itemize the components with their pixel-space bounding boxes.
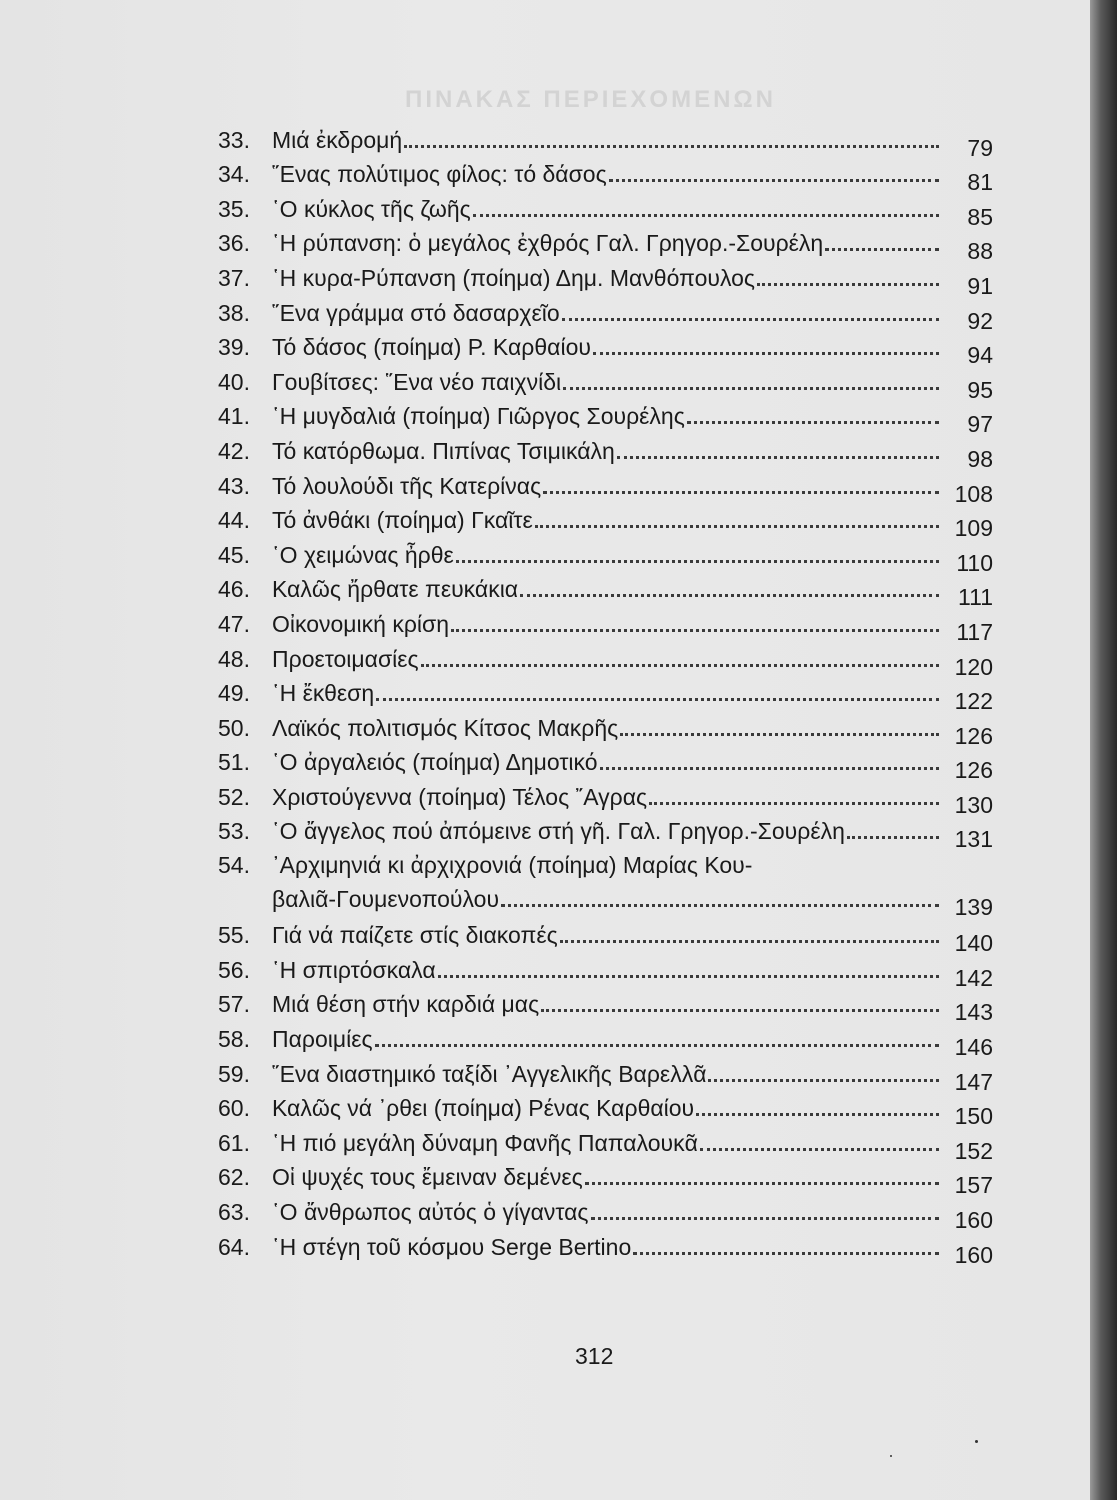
entry-number: 42. — [218, 437, 250, 464]
ink-speck — [890, 1455, 892, 1457]
entry-number: 63. — [218, 1199, 250, 1225]
entry-page: 95 — [967, 376, 993, 403]
entry-page: 142 — [954, 964, 993, 991]
entry-number: 35. — [218, 195, 250, 222]
entry-title: Λαϊκός πολιτισμός Κίτσος Μακρῆς — [272, 714, 619, 741]
entry-number: 34. — [218, 161, 250, 188]
entry-number: 48. — [218, 645, 250, 672]
dot-leader — [591, 1207, 939, 1220]
entry-title: ῾Η ἔκθεση — [272, 680, 375, 707]
entry-page: 131 — [954, 826, 993, 853]
toc-entry — [218, 1087, 993, 1130]
entry-title: ῾Ο ἄγγελος πού ἀπόμεινε στή γῆ. Γαλ. Γρηγορ.-Σουρέλη — [272, 818, 845, 845]
entry-title: Προετοιμασίες — [272, 645, 419, 672]
dot-leader — [438, 965, 939, 978]
dot-leader — [633, 1242, 939, 1255]
entry-page: 117 — [956, 618, 993, 645]
entry-page: 126 — [954, 722, 993, 749]
entry-title: Τό δάσος (ποίημα) Ρ. Καρθαίου — [272, 334, 591, 361]
dot-leader — [708, 1069, 939, 1082]
entry-number: 44. — [218, 507, 250, 534]
entry-number: 60. — [218, 1095, 250, 1122]
toc-entry — [218, 844, 993, 921]
dot-leader — [825, 238, 939, 251]
entry-page: 150 — [954, 1103, 993, 1130]
entry-title: ῞Ενα γράμμα στό δασαρχεῖο — [272, 299, 560, 326]
entry-number: 49. — [218, 680, 250, 707]
entry-number: 39. — [218, 334, 250, 361]
entry-number: 57. — [218, 991, 250, 1018]
dot-leader — [535, 515, 939, 528]
entry-title: ῾Ο ἄνθρωπος αὐτός ὁ γίγαντας — [272, 1199, 589, 1225]
entry-page: 110 — [956, 549, 993, 576]
dot-leader — [543, 481, 939, 494]
toc-entry — [218, 256, 993, 299]
dot-leader — [620, 723, 939, 736]
entry-title: Γιά νά παίζετε στίς διακοπές — [272, 922, 558, 949]
entry-title: Μιά ἐκδρομή — [272, 126, 403, 153]
entry-number: 40. — [218, 368, 250, 395]
toc-entry — [218, 602, 993, 645]
dot-leader — [562, 308, 939, 321]
entry-title: ῞Ενας πολύτιμος φίλος: τό δάσος — [272, 161, 607, 188]
entry-page: 81 — [967, 169, 993, 196]
entry-title: ῾Ο χειμώνας ἦρθε — [272, 541, 454, 568]
entry-page: 146 — [954, 1034, 993, 1061]
toc-entry — [218, 810, 993, 853]
entry-number: 33. — [218, 126, 250, 153]
toc-entry — [218, 533, 993, 576]
dot-leader — [600, 757, 939, 770]
toc-entry — [218, 1190, 993, 1233]
toc-entry — [218, 948, 993, 991]
dot-leader — [585, 1172, 939, 1185]
toc-entry — [218, 153, 993, 196]
entry-number: 46. — [218, 576, 250, 603]
toc-entry — [218, 914, 993, 957]
dot-leader — [560, 930, 939, 943]
entry-number: 54. — [218, 852, 250, 879]
entry-number: 62. — [218, 1164, 250, 1191]
dot-leader — [520, 584, 939, 597]
entry-title: ῾Η μυγδαλιά (ποίημα) Γιῶργος Σουρέλης — [272, 403, 685, 430]
entry-page: 160 — [954, 1207, 993, 1233]
dot-leader — [375, 1034, 939, 1047]
entry-number: 58. — [218, 1026, 250, 1053]
entry-page: 91 — [967, 272, 993, 299]
toc-entry — [218, 568, 993, 611]
toc-entry — [218, 464, 993, 507]
dot-leader — [696, 1103, 939, 1116]
entry-number: 50. — [218, 714, 250, 741]
dot-leader — [609, 169, 939, 182]
entry-title: ῾Ο κύκλος τῆς ζωῆς — [272, 195, 471, 222]
entry-page: 120 — [954, 653, 993, 680]
entry-number: 45. — [218, 541, 250, 568]
entry-number: 53. — [218, 818, 250, 845]
toc-entry — [218, 1121, 993, 1164]
entry-page: 152 — [954, 1137, 993, 1164]
dot-leader — [687, 411, 939, 424]
toc-entry — [218, 429, 993, 472]
toc-entry — [218, 187, 993, 230]
dot-leader — [456, 550, 939, 563]
dot-leader — [847, 826, 939, 839]
toc-entry — [218, 291, 993, 334]
entry-title: ῾Η ρύπανση: ὁ μεγάλος ἐχθρός Γαλ. Γρηγορ.-Σουρέλη — [272, 230, 824, 257]
toc-entry — [218, 1052, 993, 1095]
entry-page: 98 — [967, 445, 993, 472]
entry-title: Οἰκονομική κρίση — [272, 610, 450, 637]
dot-leader — [700, 1138, 939, 1151]
toc-entry — [218, 222, 993, 265]
entry-number: 52. — [218, 783, 250, 810]
entry-page: 140 — [954, 930, 993, 957]
dot-leader — [376, 688, 939, 701]
toc-entry — [218, 637, 993, 680]
entry-number: 41. — [218, 403, 250, 430]
entry-title: Γουβίτσες: ῞Ενα νέο παιχνίδι — [272, 368, 562, 395]
toc-entry — [218, 672, 993, 715]
dot-leader — [501, 894, 939, 907]
entry-title: ῾Ο ἀργαλειός (ποίημα) Δημοτικό — [272, 749, 598, 776]
entry-page: 130 — [954, 791, 993, 818]
entry-title: ῾Η σπιρτόσκαλα — [272, 956, 436, 983]
entry-title: Μιά θέση στήν καρδιά μας — [272, 991, 540, 1018]
entry-title: Τό ἀνθάκι (ποίημα) Γκαῖτε — [272, 507, 533, 534]
dot-leader — [649, 792, 939, 805]
entry-page: 94 — [967, 342, 993, 369]
entry-title-continued: βαλιᾶ-Γουμενοπούλου — [272, 886, 500, 913]
entry-number: 64. — [218, 1233, 250, 1260]
dot-leader — [404, 135, 939, 148]
dot-leader — [473, 204, 939, 217]
entry-page: 157 — [954, 1172, 993, 1199]
entry-number: 36. — [218, 230, 250, 257]
toc-entry — [218, 1225, 993, 1268]
toc-entry — [218, 775, 993, 818]
toc-entry — [218, 706, 993, 749]
page-edge-shadow — [1090, 0, 1117, 1500]
entry-number: 55. — [218, 922, 250, 949]
entry-title: ῾Η στέγη τοῦ κόσμου Serge Bertino — [272, 1233, 632, 1260]
dot-leader — [757, 273, 939, 286]
dot-leader — [421, 654, 939, 667]
toc-entry — [218, 326, 993, 369]
table-of-contents — [218, 118, 993, 1268]
entry-page: 97 — [967, 411, 993, 438]
entry-page: 122 — [954, 688, 993, 715]
toc-entry — [218, 360, 993, 403]
entry-page: 109 — [954, 515, 993, 542]
entry-page: 79 — [967, 134, 993, 161]
ink-speck — [975, 1440, 978, 1443]
entry-page: 85 — [967, 203, 993, 230]
entry-title: Χριστούγεννα (ποίημα) Τέλος ῎Αγρας — [272, 783, 648, 810]
toc-entry — [218, 1017, 993, 1061]
page-number: 312 — [575, 1343, 614, 1369]
dot-leader — [593, 342, 939, 355]
toc-entry — [218, 741, 993, 784]
entry-page: 143 — [954, 999, 993, 1026]
entry-page: 88 — [967, 238, 993, 265]
entry-number: 43. — [218, 472, 250, 499]
entry-page: 111 — [958, 584, 993, 611]
toc-entry — [218, 983, 993, 1026]
entry-page: 108 — [954, 480, 993, 507]
entry-title: ῾Η πιό μεγάλη δύναμη Φανῆς Παπαλουκᾶ — [272, 1129, 698, 1156]
entry-title: Καλῶς ἤρθατε πευκάκια — [272, 576, 519, 603]
dot-leader — [541, 999, 939, 1012]
entry-title: Τό κατόρθωμα. Πιπίνας Τσιμικάλη — [272, 437, 615, 464]
entry-page: 147 — [954, 1068, 993, 1095]
entry-number: 37. — [218, 264, 250, 291]
toc-entry — [218, 395, 993, 438]
entry-title: ῾Η κυρα-Ρύπανση (ποίημα) Δημ. Μανθόπουλος — [272, 264, 755, 291]
entry-number: 59. — [218, 1060, 250, 1087]
toc-entry — [218, 499, 993, 542]
bleed-through-heading: ΠΙΝΑΚΑΣ ΠΕΡΙΕΧΟΜΕΝΩΝ — [405, 86, 777, 113]
toc-entry — [218, 1156, 993, 1199]
toc-entry — [218, 118, 993, 161]
entry-page: 160 — [954, 1241, 993, 1268]
entry-title: ῞Ενα διαστημικό ταξίδι ᾿Αγγελικῆς Βαρελλᾶ — [272, 1060, 707, 1087]
entry-title: ᾿Αρχιμηνιά κι ἀρχιχρονιά (ποίημα) Μαρίας Κου- — [272, 852, 753, 879]
entry-title: Οἱ ψυχές τους ἔμειναν δεμένες — [272, 1164, 583, 1191]
entry-number: 56. — [218, 956, 250, 983]
dot-leader — [617, 446, 939, 459]
entry-number: 47. — [218, 610, 250, 637]
entry-title: Παροιμίες — [272, 1026, 373, 1053]
entry-page: 139 — [954, 894, 993, 921]
entry-page: 92 — [967, 307, 993, 334]
entry-number: 38. — [218, 299, 250, 326]
entry-number: 61. — [218, 1129, 250, 1156]
entry-title: Καλῶς νά ᾿ρθει (ποίημα) Ρένας Καρθαίου — [272, 1095, 695, 1122]
entry-page: 126 — [954, 757, 993, 784]
entry-title: Τό λουλούδι τῆς Κατερίνας — [272, 472, 542, 499]
dot-leader — [563, 377, 939, 390]
entry-number: 51. — [218, 749, 250, 776]
dot-leader — [451, 619, 939, 632]
